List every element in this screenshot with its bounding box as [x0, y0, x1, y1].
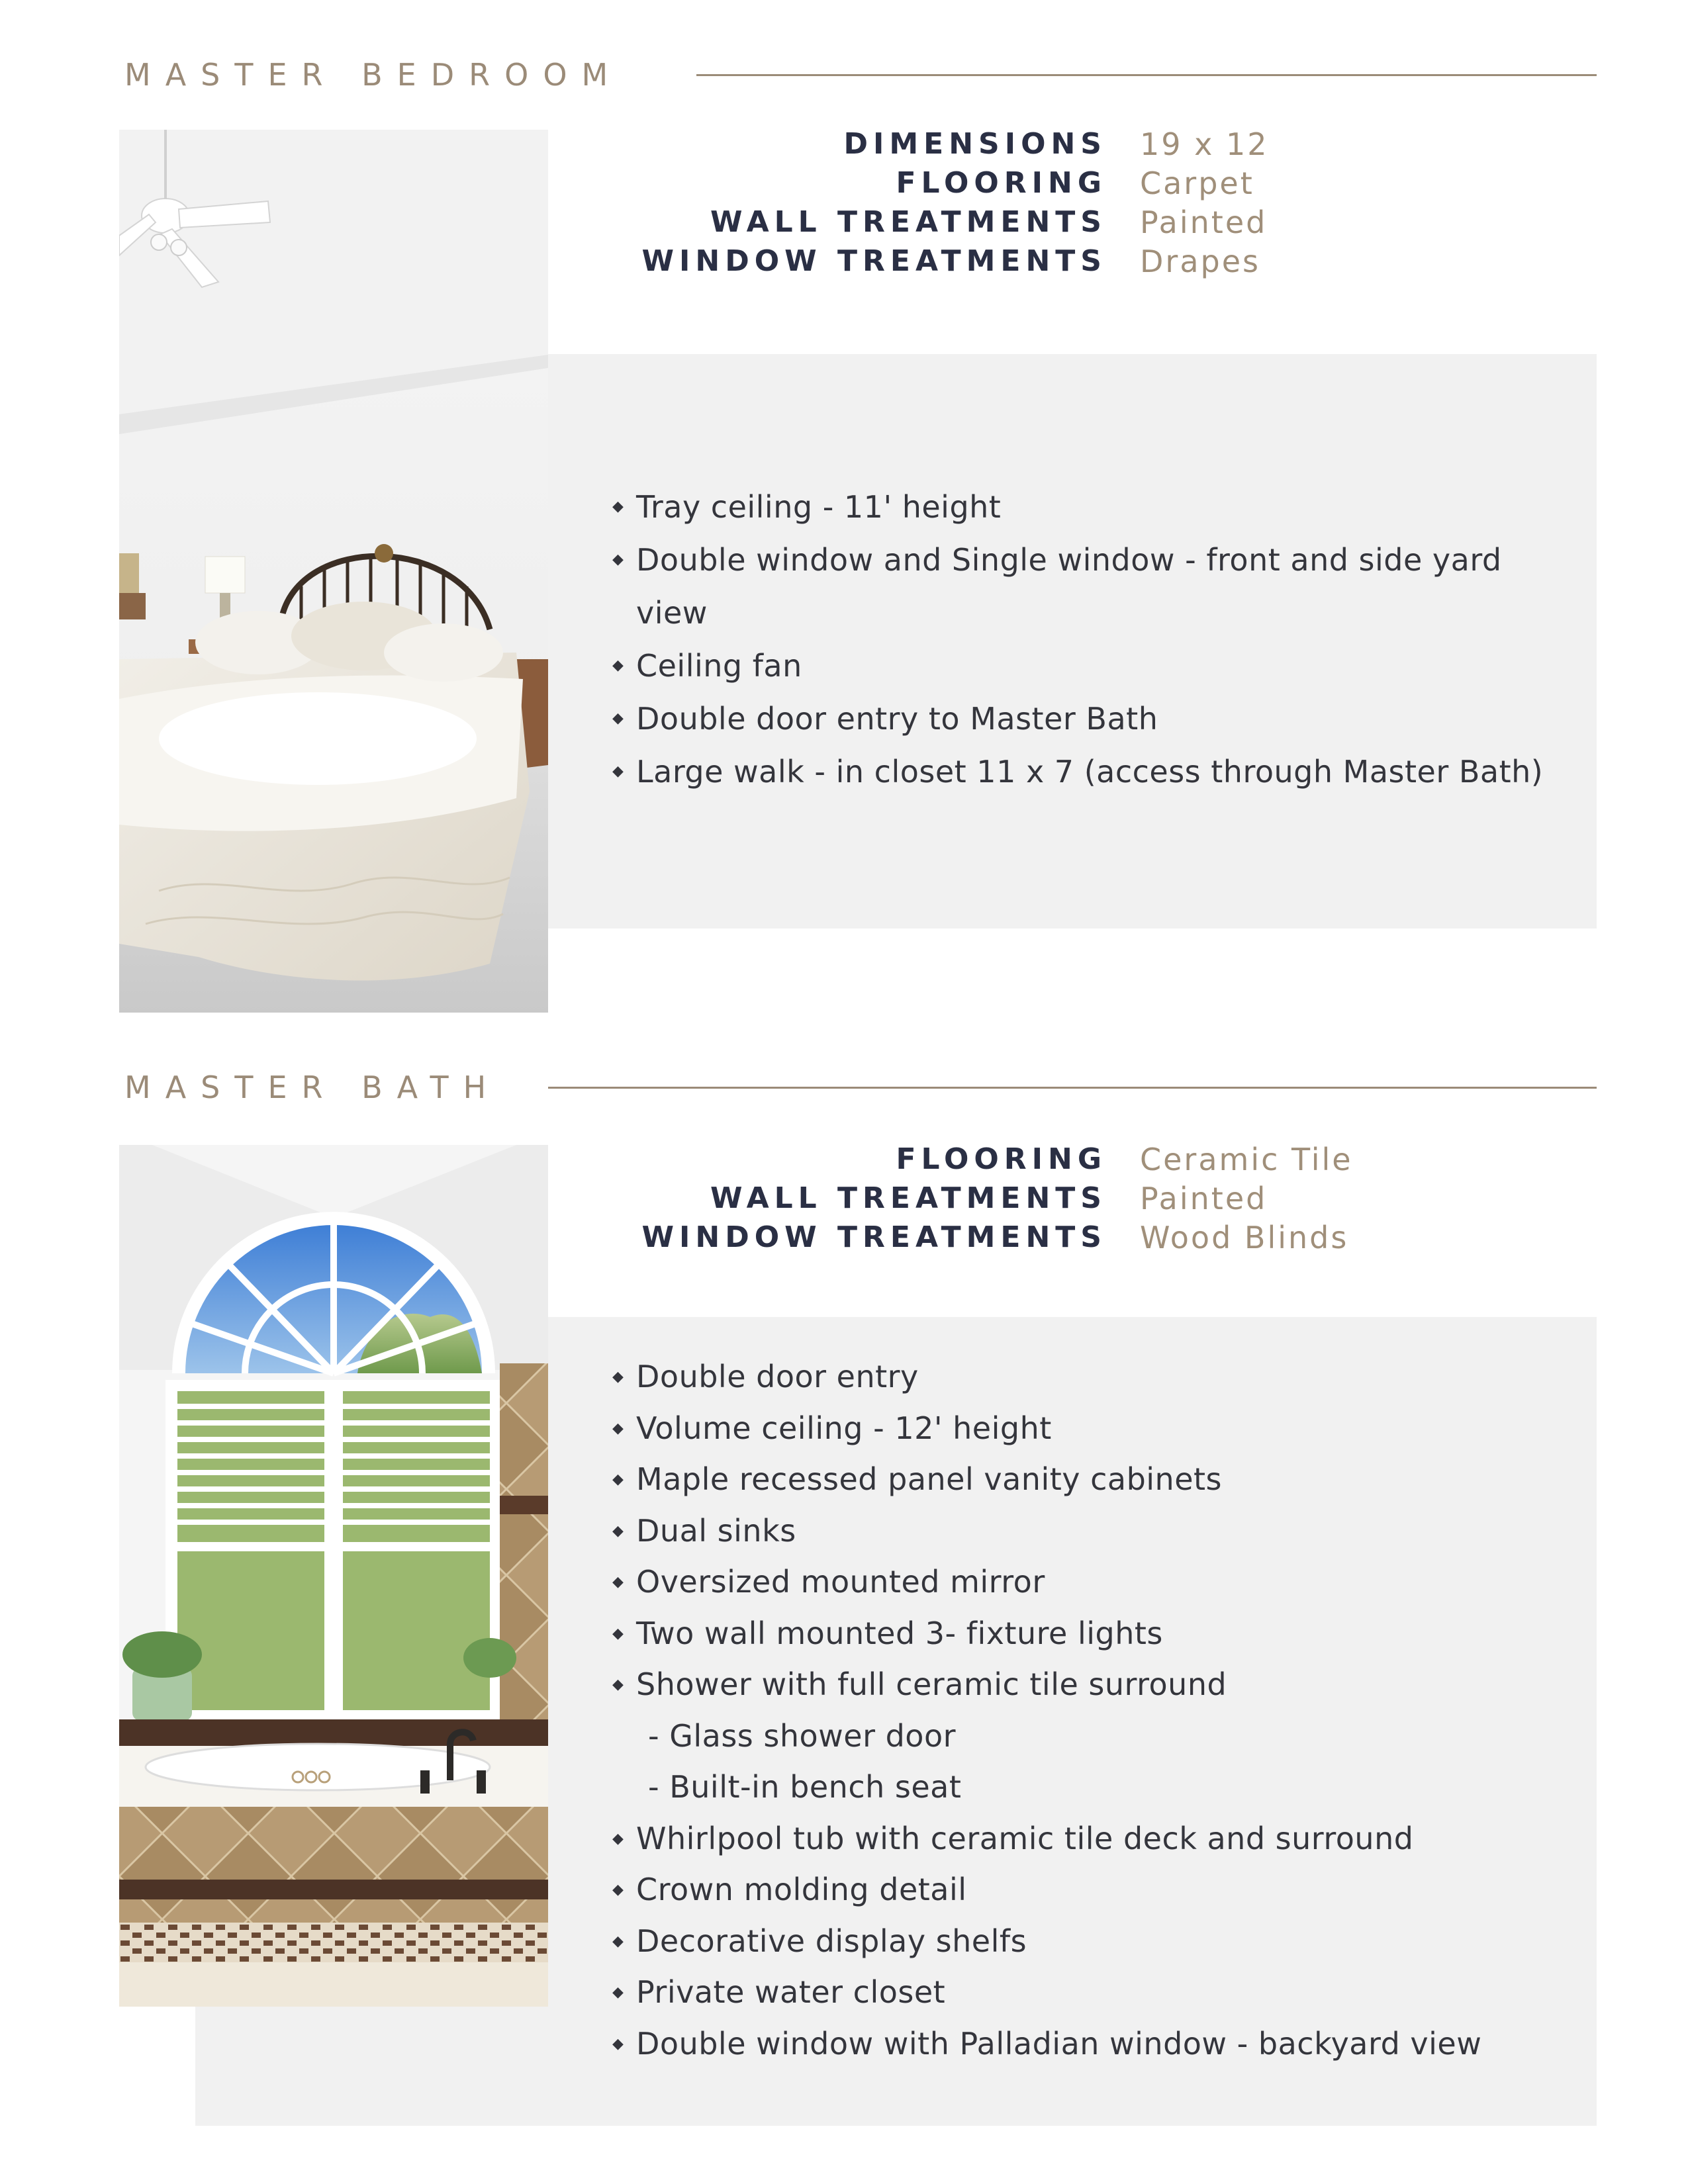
list-item: ◆ Private water closet: [612, 1967, 1585, 2019]
list-item: ◆ Two wall mounted 3- fixture lights: [612, 1608, 1585, 1660]
list-item: ◆ Double door entry: [612, 1351, 1585, 1403]
spec-label: FLOORING: [896, 166, 1107, 200]
spec-value: Carpet: [1140, 165, 1254, 201]
list-item: ◆ Tray ceiling - 11' height: [612, 480, 1585, 533]
bath-spec-window-treatments: [463, 1218, 1589, 1257]
spec-label: WALL TREATMENTS: [710, 205, 1107, 239]
bedroom-feature-list: [612, 480, 1585, 798]
list-item: ◆ Whirlpool tub with ceramic tile deck and surround: [612, 1813, 1585, 1865]
bedroom-spec-window-treatments: [463, 242, 1589, 281]
bullet-icon: ◆: [612, 1574, 624, 1590]
bath-spec-flooring: [463, 1140, 1589, 1179]
bullet-icon: ◆: [612, 1882, 624, 1898]
bullet-icon: ◆: [612, 1933, 624, 1950]
list-item: ◆ Crown molding detail: [612, 1864, 1585, 1916]
spec-value: Painted: [1140, 204, 1268, 240]
bedroom-section-title: MASTER BEDROOM: [124, 57, 623, 93]
list-subitem: - Built-in bench seat: [648, 1769, 962, 1805]
list-item: ◆ Dual sinks: [612, 1506, 1585, 1557]
bath-section-title: MASTER BATH: [124, 1069, 501, 1105]
bath-photo: [119, 1145, 548, 2007]
list-item: ◆ Decorative display shelfs: [612, 1916, 1585, 1968]
spec-value: Drapes: [1140, 243, 1260, 279]
bullet-icon: ◆: [612, 1369, 624, 1385]
bullet-icon: ◆: [612, 551, 624, 568]
list-item: ◆ Ceiling fan: [612, 639, 1585, 692]
bedroom-spec-dimensions: [463, 124, 1589, 163]
bedroom-spec-flooring: [463, 163, 1589, 203]
spec-value: 19 x 12: [1140, 126, 1269, 162]
bullet-icon: ◆: [612, 1625, 624, 1642]
spec-label: WINDOW TREATMENTS: [641, 244, 1107, 278]
bath-title-rule: [548, 1087, 1597, 1089]
spec-label: WINDOW TREATMENTS: [641, 1220, 1107, 1254]
bullet-icon: ◆: [612, 1830, 624, 1847]
list-item-continuation: view: [636, 595, 708, 631]
list-item: ◆ Double window with Palladian window - backyard view: [612, 2019, 1585, 2070]
bedroom-specs: [463, 124, 1589, 281]
bath-spec-wall-treatments: [463, 1179, 1589, 1218]
bullet-icon: ◆: [612, 1420, 624, 1437]
bullet-icon: ◆: [612, 1522, 624, 1539]
list-item: ◆ Double door entry to Master Bath: [612, 692, 1585, 745]
list-item: ◆ Oversized mounted mirror: [612, 1557, 1585, 1608]
bedroom-spec-wall-treatments: [463, 203, 1589, 242]
list-item: ◆ Volume ceiling - 12' height: [612, 1403, 1585, 1455]
bullet-icon: ◆: [612, 1984, 624, 2001]
list-subitem: - Glass shower door: [648, 1717, 957, 1754]
spec-label: FLOORING: [896, 1142, 1107, 1176]
bullet-icon: ◆: [612, 763, 624, 780]
bedroom-title-rule: [696, 74, 1597, 76]
spec-value: Painted: [1140, 1180, 1268, 1216]
list-item: ◆ Maple recessed panel vanity cabinets: [612, 1454, 1585, 1506]
list-item: ◆ Shower with full ceramic tile surround: [612, 1659, 1585, 1711]
spec-label: DIMENSIONS: [843, 127, 1107, 161]
bullet-icon: ◆: [612, 1676, 624, 1693]
list-item: ◆ Double window and Single window - front and side yard: [612, 533, 1585, 586]
spec-value: Wood Blinds: [1140, 1219, 1349, 1255]
bullet-icon: ◆: [612, 1471, 624, 1488]
spec-value: Ceramic Tile: [1140, 1141, 1353, 1177]
list-item: ◆ Large walk - in closet 11 x 7 (access through Master Bath): [612, 745, 1585, 798]
bath-feature-list: [612, 1351, 1585, 2070]
bath-specs: [463, 1140, 1589, 1257]
bullet-icon: ◆: [612, 498, 624, 515]
spec-label: WALL TREATMENTS: [710, 1181, 1107, 1215]
bullet-icon: ◆: [612, 657, 624, 674]
bullet-icon: ◆: [612, 2035, 624, 2052]
bullet-icon: ◆: [612, 710, 624, 727]
